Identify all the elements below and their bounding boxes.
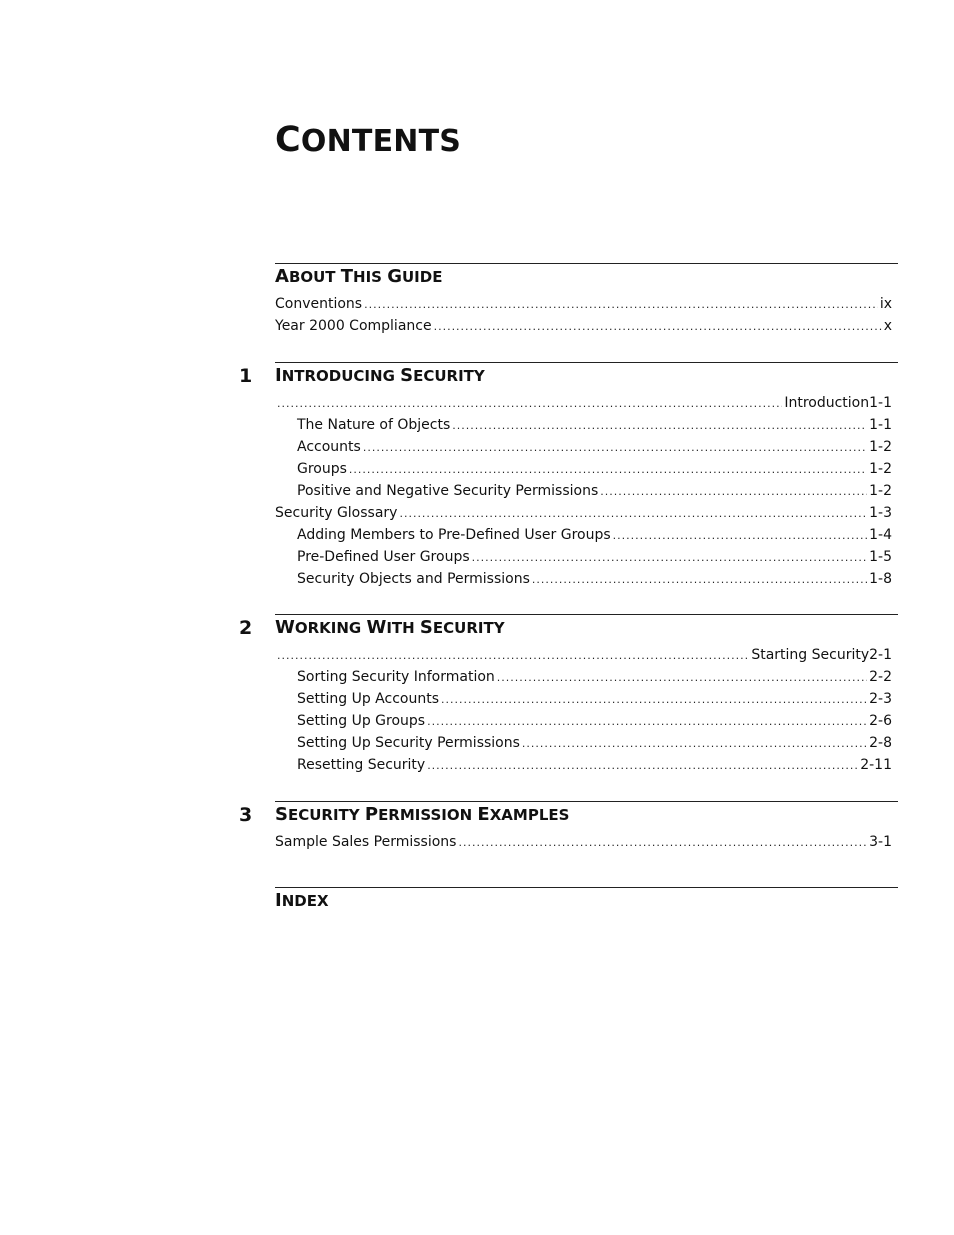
toc-entry-page: 2-3 [867,688,892,710]
toc-entry[interactable] [275,315,892,337]
dot-leader [441,689,867,710]
toc-entry-page: 2-2 [867,666,892,688]
chapter-number: 3 [239,804,253,826]
toc-entry-page: 1-2 [867,436,892,458]
toc-entry-title: Year 2000 Compliance [275,315,434,337]
toc-entry-title: Setting Up Accounts [297,688,441,710]
dot-leader [277,645,749,666]
section-rule [275,362,898,363]
toc-entries [275,831,898,853]
toc-entry-title: Starting Security [749,644,869,666]
toc-entry[interactable] [275,524,892,546]
dot-leader [497,667,867,688]
toc-entry-page: ix [878,293,892,315]
toc-entry-page: 2-8 [867,732,892,754]
section-heading[interactable]: 3 SECURITY PERMISSION EXAMPLES [239,804,570,826]
section-chapter-2 [239,614,898,776]
dot-leader [427,711,867,732]
title-initial: C [275,120,301,160]
section-rule [275,263,898,264]
section-heading[interactable]: 1 INTRODUCING SECURITY [239,365,485,387]
dot-leader [522,733,867,754]
section-index [275,887,898,911]
dot-leader [363,437,867,458]
toc-entry[interactable] [275,502,892,524]
toc-entry-title: Setting Up Security Permissions [297,732,522,754]
toc-entry-title: Conventions [275,293,364,315]
section-rule [275,614,898,615]
toc-entry[interactable] [275,480,892,502]
section-heading[interactable]: ABOUT THIS GUIDE [275,266,443,287]
toc-entry-title: Positive and Negative Security Permissions [297,480,600,502]
toc-entry[interactable] [275,414,892,436]
toc-entry-lead[interactable] [275,644,892,666]
section-chapter-1 [239,362,898,590]
toc-entry[interactable] [275,293,892,315]
section-heading[interactable]: INDEX [275,890,329,911]
toc-entry-title: Groups [297,458,349,480]
dot-leader [399,503,867,524]
dot-leader [600,481,867,502]
toc-entry-title: Pre-Defined User Groups [297,546,472,568]
dot-leader [458,832,867,853]
toc-entry[interactable] [275,436,892,458]
dot-leader [434,316,882,337]
toc-entry-page: 1-2 [867,458,892,480]
toc-entry-page: 1-8 [867,568,892,590]
toc-entry-title: Security Glossary [275,502,399,524]
toc-entry-page: 3-1 [867,831,892,853]
section-chapter-3 [239,801,898,853]
dot-leader [427,755,858,776]
toc-entry[interactable] [275,831,892,853]
toc-entry[interactable] [275,666,892,688]
toc-entry[interactable] [275,732,892,754]
toc-entry[interactable] [275,754,892,776]
toc-entry-page: 1-1 [867,414,892,436]
toc-entry[interactable] [275,458,892,480]
toc-entry[interactable] [275,688,892,710]
section-heading[interactable]: 2 WORKING WITH SECURITY [239,617,505,639]
toc-entry-page: 2-6 [867,710,892,732]
dot-leader [532,569,867,590]
toc-entry-lead[interactable] [275,392,892,414]
toc-entry[interactable] [275,568,892,590]
section-rule [275,887,898,888]
toc-entry-page: 1-2 [867,480,892,502]
toc-entry-page: 1-1 [869,392,892,414]
toc-entry-page: 1-5 [867,546,892,568]
dot-leader [277,393,782,414]
toc-entry-page: 1-4 [867,524,892,546]
toc-entry-title: Setting Up Groups [297,710,427,732]
toc-entry-title: Sorting Security Information [297,666,497,688]
toc-entry-title: Resetting Security [297,754,427,776]
toc-entries [275,293,898,337]
dot-leader [349,459,867,480]
section-rule [275,801,898,802]
toc-entry-title: Introduction [782,392,869,414]
dot-leader [472,547,868,568]
chapter-number: 1 [239,365,253,387]
page-title [275,118,461,164]
section-about-this-guide [275,263,898,337]
toc-entry-page: x [882,315,892,337]
toc-entries [275,644,898,776]
chapter-number: 2 [239,617,253,639]
dot-leader [452,415,867,436]
title-rest: ONTENTS [300,124,462,159]
dot-leader [364,294,878,315]
toc-entry[interactable] [275,546,892,568]
toc-entry[interactable] [275,710,892,732]
toc-entry-page: 1-3 [867,502,892,524]
toc-entry-title: Sample Sales Permissions [275,831,458,853]
toc-entry-page: 2-1 [869,644,892,666]
toc-entries [275,392,898,590]
toc-entry-title: The Nature of Objects [297,414,452,436]
toc-entry-page: 2-11 [858,754,892,776]
toc-entry-title: Security Objects and Permissions [297,568,532,590]
toc-entry-title: Adding Members to Pre-Defined User Groups [297,524,613,546]
toc-entry-title: Accounts [297,436,363,458]
dot-leader [613,525,867,546]
